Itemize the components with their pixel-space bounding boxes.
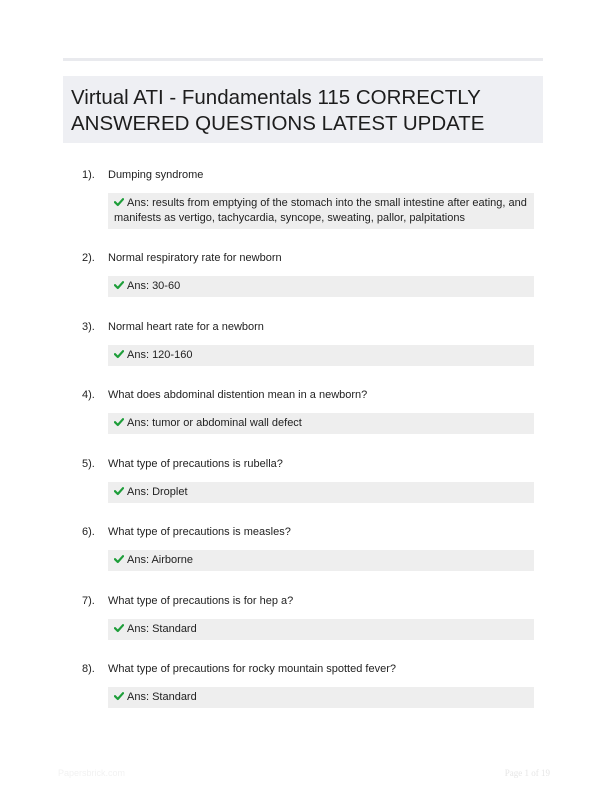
question-number: 7). <box>82 595 95 607</box>
answer-text: Ans: Standard <box>127 691 197 703</box>
question-text: What type of precautions is for hep a? <box>108 595 294 607</box>
question-number: 3). <box>82 321 95 333</box>
question-number: 6). <box>82 526 95 538</box>
question-text: What type of precautions is rubella? <box>108 458 283 470</box>
answer-box <box>108 619 534 640</box>
footer-watermark: Papersbrick.com <box>58 768 126 778</box>
question-number: 5). <box>82 458 95 470</box>
question-number: 8). <box>82 663 95 675</box>
question-number: 2). <box>82 252 95 264</box>
question-text: What type of precautions for rocky mountain spotted fever? <box>108 663 396 675</box>
question-text: What type of precautions is measles? <box>108 526 291 538</box>
check-icon <box>114 349 124 359</box>
answer-text: Ans: tumor or abdominal wall defect <box>127 417 302 429</box>
check-icon <box>114 486 124 496</box>
check-icon <box>114 623 124 633</box>
question-number: 1). <box>82 169 95 181</box>
question-number: 4). <box>82 389 95 401</box>
answer-box <box>108 550 534 571</box>
answer-text: Ans: 120-160 <box>127 349 193 361</box>
answer-box <box>108 193 534 229</box>
page-number: Page 1 of 19 <box>504 768 550 778</box>
check-icon <box>114 197 124 207</box>
answer-text: Ans: results from emptying of the stomach into the small intestine after eating, and manifests as vertigo, tachycardia, syncope, sweating, pallor, palpitations <box>114 197 527 224</box>
check-icon <box>114 417 124 427</box>
answer-text: Ans: 30-60 <box>127 280 181 292</box>
document-title: Virtual ATI - Fundamentals 115 CORRECTLY ANSWERED QUESTIONS LATEST UPDATE <box>71 86 485 135</box>
question-text: Normal respiratory rate for newborn <box>108 252 282 264</box>
check-icon <box>114 691 124 701</box>
check-icon <box>114 554 124 564</box>
question-text: Normal heart rate for a newborn <box>108 321 264 333</box>
answer-box <box>108 345 534 366</box>
question-text: What does abdominal distention mean in a newborn? <box>108 389 368 401</box>
answer-box <box>108 276 534 297</box>
answer-text: Ans: Droplet <box>127 486 188 498</box>
answer-text: Ans: Standard <box>127 623 197 635</box>
answer-box <box>108 482 534 503</box>
answer-box <box>108 413 534 434</box>
answer-box <box>108 687 534 708</box>
answer-text: Ans: Airborne <box>127 554 194 566</box>
check-icon <box>114 280 124 290</box>
question-text: Dumping syndrome <box>108 169 204 181</box>
